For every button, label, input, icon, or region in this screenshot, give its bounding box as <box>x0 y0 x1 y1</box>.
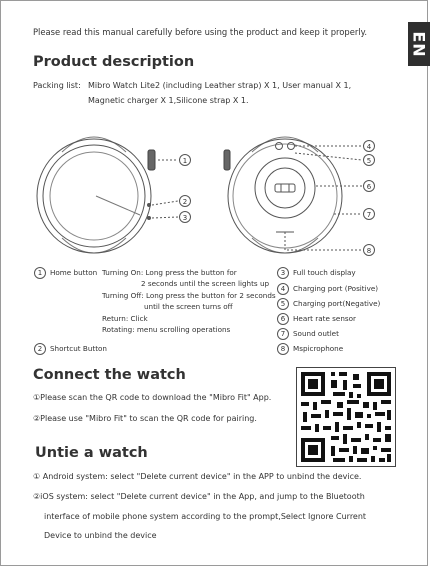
intro-text: Please read this manual carefully before using the product and keep it properly. <box>33 27 368 37</box>
connect-title: Connect the watch <box>33 367 186 383</box>
language-tab: EN <box>408 22 430 66</box>
legend-turning-on-1: Turning On: Long press the button for <box>102 268 237 277</box>
untie-line-1: ① Android system: select "Delete current device" in the APP to unbind the device. <box>33 472 362 481</box>
legend-item-8: 8 Mspicrophone <box>277 343 343 355</box>
callout-2: 2 <box>182 198 188 206</box>
svg-text:5: 5 <box>366 157 372 165</box>
legend-turning-on-2: 2 seconds until the screen lights up <box>141 279 270 288</box>
svg-text:4: 4 <box>366 143 372 151</box>
qr-code-image <box>297 368 395 466</box>
legend-item-5: 5 Charging port(Negative) <box>277 298 380 310</box>
legend-turning-off-2: until the screen turns off <box>144 302 233 311</box>
callout-1: 1 <box>182 157 188 165</box>
legend-turning-off-1: Turning Off: Long press the button for 2 seconds <box>102 291 276 300</box>
product-description-title: Product description <box>33 54 195 70</box>
legend-rotating: Rotating: menu scrolling operations <box>102 325 231 334</box>
legend-num-1: 1 <box>34 267 46 279</box>
svg-text:8: 8 <box>366 247 372 255</box>
watch-diagram <box>0 118 430 263</box>
legend-item-7: 7 Sound outlet <box>277 328 339 340</box>
connect-step-1: ①Please scan the QR code to download the "Mibro Fit" App. <box>33 393 272 402</box>
legend-return: Return: Click <box>102 314 148 323</box>
legend-item-6: 6 Heart rate sensor <box>277 313 356 325</box>
legend-home-button: 1 Home button <box>34 267 97 279</box>
svg-text:6: 6 <box>366 183 372 191</box>
packing-label: Packing list: <box>33 81 81 90</box>
qr-code <box>296 367 396 467</box>
svg-text:7: 7 <box>366 211 372 219</box>
watch-front <box>37 137 155 253</box>
legend-shortcut-button: 2 Shortcut Button <box>34 343 107 355</box>
callout-3: 3 <box>182 214 188 222</box>
packing-line-1: Mibro Watch Lite2 (including Leather strap) X 1, User manual X 1, <box>88 81 352 90</box>
untie-line-3: interface of mobile phone system according to the prompt,Select Ignore Current <box>44 512 367 521</box>
untie-line-2: ②iOS system: select "Delete current device" in the App, and jump to the Bluetooth <box>33 492 365 501</box>
watch-back <box>224 137 342 253</box>
back-callouts <box>285 141 375 256</box>
packing-line-2: Magnetic charger X 1,Silicone strap X 1. <box>88 96 249 105</box>
legend-item-3: 3 Full touch display <box>277 267 356 279</box>
legend-item-4: 4 Charging port (Positive) <box>277 283 378 295</box>
untie-line-4: Device to unbind the device <box>44 531 157 540</box>
front-callouts <box>152 155 191 223</box>
untie-title: Untie a watch <box>35 445 148 461</box>
connect-step-2: ②Please use "Mibro Fit" to scan the QR code for pairing. <box>33 414 257 423</box>
